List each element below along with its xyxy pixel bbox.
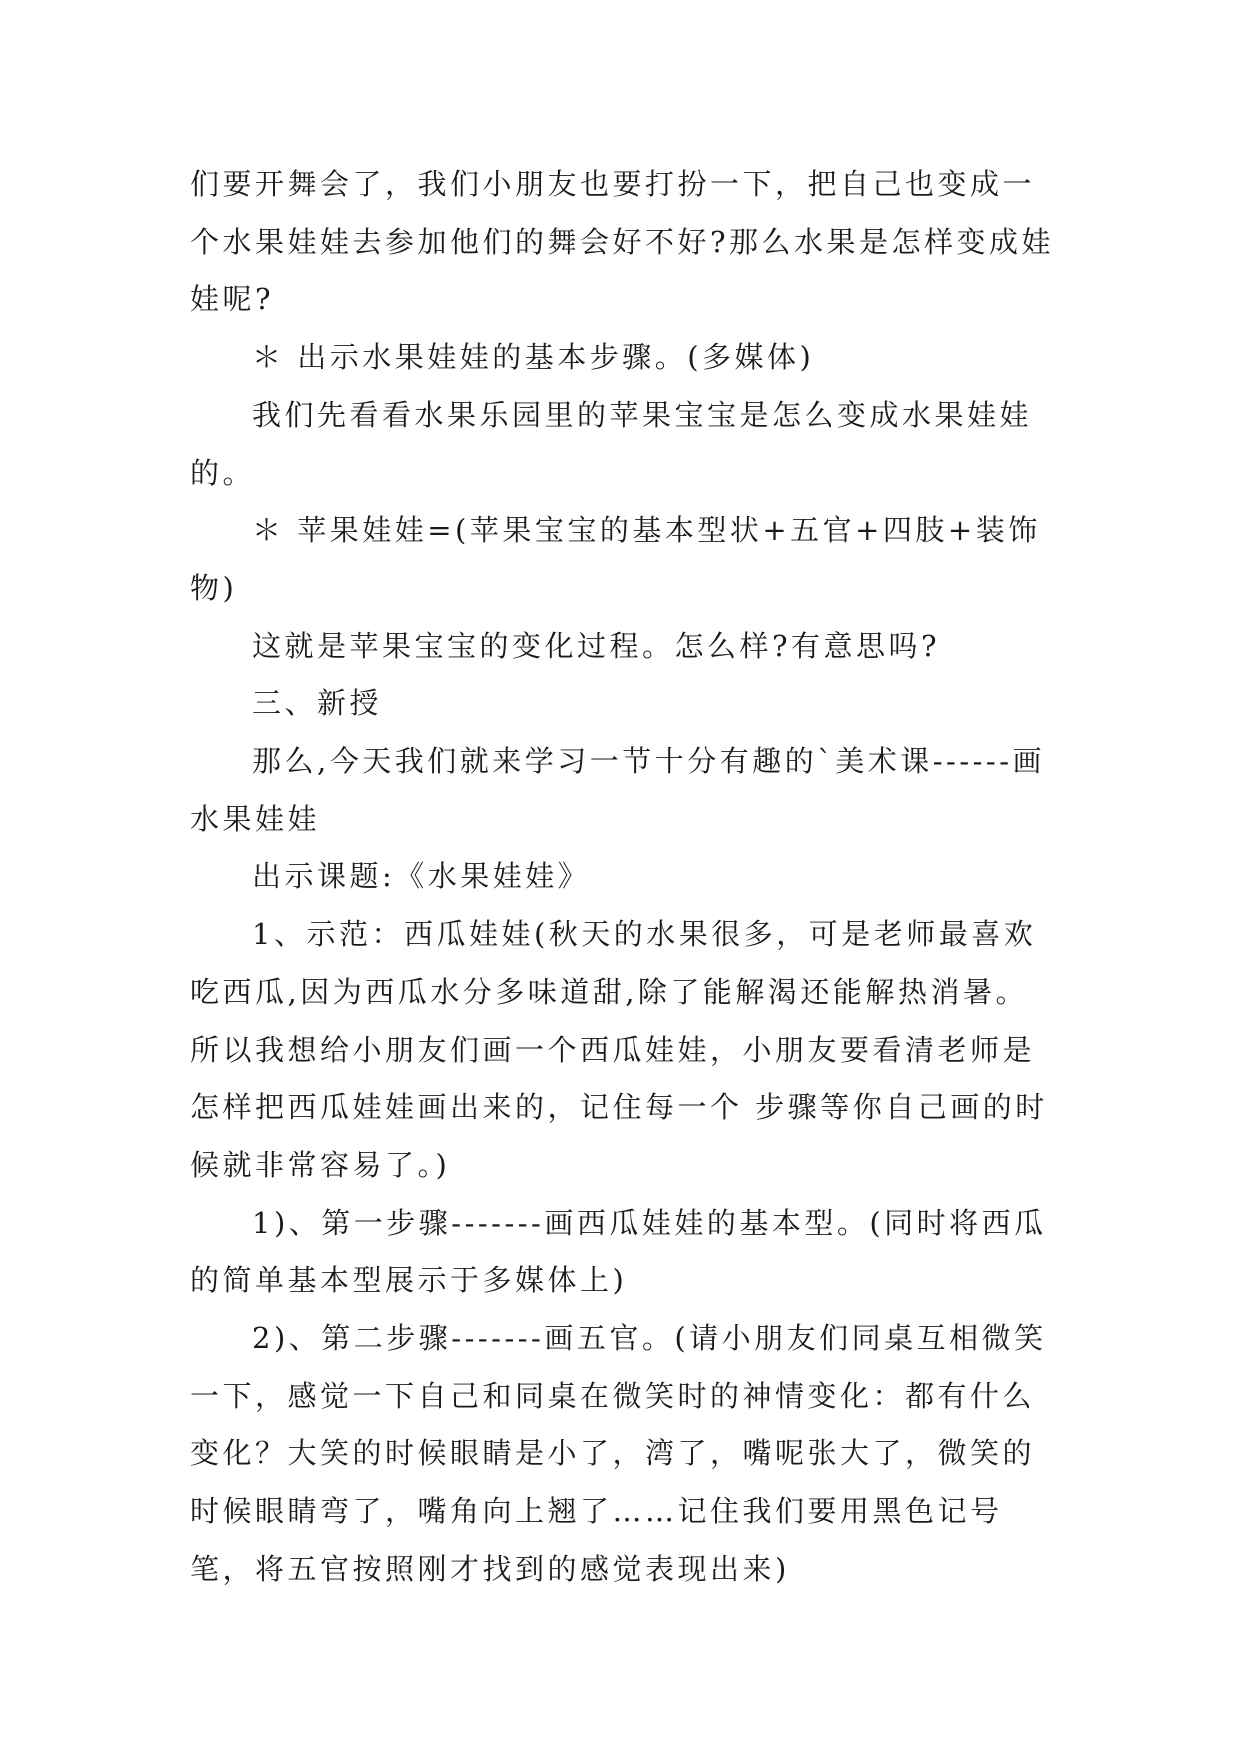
paragraph-apple-formula: ＊ 苹果娃娃=(苹果宝宝的基本型状+五官+四肢+装饰物) <box>190 513 1041 605</box>
paragraph-apple-baby: 我们先看看水果乐园里的苹果宝宝是怎么变成水果娃娃的。 <box>190 397 1033 490</box>
paragraph-step-two: 2)、第二步骤-------画五官。(请小朋友们同桌互相微笑一下，感觉一下自己和同桌在微笑时的神情变化：都有什么变化？大笑的时候眼睛是小了，湾了，嘴呢张大了，微笑的时候眼睛弯了，嘴角向上翘了……记住我们要用黑色记号笔，将五官按照刚才找到的感觉表现出来) <box>190 1321 1047 1586</box>
paragraph-dance-party: 们要开舞会了，我们小朋友也要打扮一下，把自己也变成一个水果娃娃去参加他们的舞会好不好?那么水果是怎样变成娃娃呢? <box>190 167 1055 317</box>
document-body <box>190 156 1060 1599</box>
paragraph-step-one: 1)、第一步骤-------画西瓜娃娃的基本型。(同时将西瓜的简单基本型展示于多媒体上) <box>190 1205 1047 1298</box>
paragraph-demo-watermelon: 1、示范：西瓜娃娃(秋天的水果很多，可是老师最喜欢吃西瓜,因为西瓜水分多味道甜,除了能解渴还能解热消暑。所以我想给小朋友们画一个西瓜娃娃，小朋友要看清老师是怎样把西瓜娃娃画出来的，记住每一个 步骤等你自己画的时候就非常容易了。) <box>190 917 1048 1182</box>
section-heading-new-lesson: 三、新授 <box>252 686 383 721</box>
paragraph-lesson-title: 出示课题:《水果娃娃》 <box>252 859 591 894</box>
paragraph-change-process: 这就是苹果宝宝的变化过程。怎么样?有意思吗? <box>252 628 941 663</box>
paragraph-show-steps: ＊ 出示水果娃娃的基本步骤。(多媒体) <box>252 340 815 375</box>
paragraph-art-lesson: 那么,今天我们就来学习一节十分有趣的`美术课------画水果娃娃 <box>190 744 1046 836</box>
